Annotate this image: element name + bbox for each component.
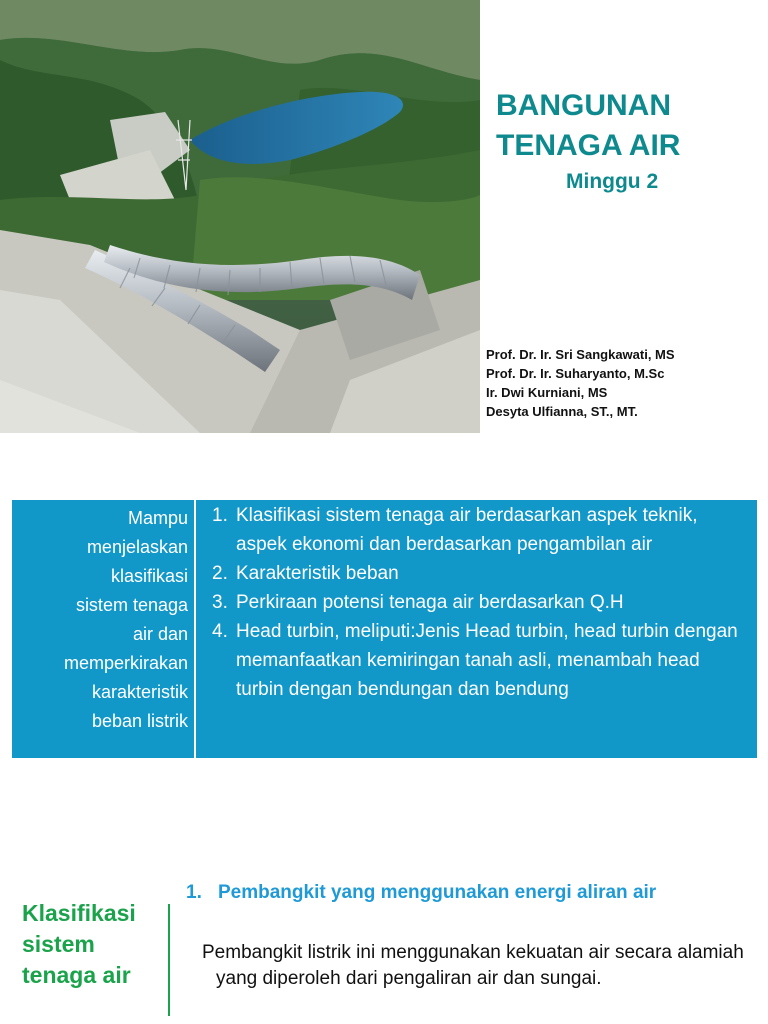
- author-item: Ir. Dwi Kurniani, MS: [486, 385, 608, 400]
- topic-number: 4.: [212, 621, 228, 642]
- item-heading-text: Pembangkit yang menggunakan energi aliran air: [218, 882, 657, 903]
- presentation-title: [496, 86, 680, 166]
- topic-list: [196, 500, 757, 758]
- topic-item: [212, 617, 751, 704]
- title-line-1: BANGUNAN: [496, 89, 671, 122]
- topic-item: [212, 501, 751, 559]
- author-item: Prof. Dr. Ir. Sri Sangkawati, MS: [486, 347, 675, 362]
- item-description: Pembangkit listrik ini menggunakan kekuatan air secara alamiah yang diperoleh dari pengaliran air dan sungai.: [202, 942, 744, 989]
- topic-text: Head turbin, meliputi:Jenis Head turbin, head turbin dengan memanfaatkan kemiringan tanah asli, menambah head turbin dengan bendungan dan bendung: [236, 621, 738, 700]
- penstock-photo: [0, 0, 480, 433]
- competency-line: menjelaskan: [86, 537, 188, 557]
- classification-title-line: tenaga air: [22, 962, 131, 988]
- author-item: Prof. Dr. Ir. Suharyanto, M.Sc: [486, 366, 665, 381]
- competency-text: [12, 500, 196, 758]
- classification-title: [22, 898, 136, 991]
- topic-text: Perkiraan potensi tenaga air berdasarkan Q.H: [236, 592, 624, 613]
- title-line-2: TENAGA AIR: [496, 129, 681, 162]
- topic-item: [212, 588, 751, 617]
- topic-item: [212, 559, 751, 588]
- competency-line: sistem tenaga: [75, 595, 188, 615]
- week-subtitle: Minggu 2: [566, 170, 659, 193]
- topic-number: 2.: [212, 563, 228, 584]
- classification-title-line: Klasifikasi: [22, 900, 136, 926]
- competency-line: beban listrik: [91, 711, 188, 731]
- classification-title-line: sistem: [22, 931, 95, 957]
- competency-line: klasifikasi: [110, 566, 188, 586]
- title-slide: [0, 0, 768, 435]
- competency-line: Mampu: [127, 508, 188, 528]
- competency-line: karakteristik: [91, 682, 188, 702]
- classification-slide: [0, 860, 768, 1024]
- author-list: [486, 345, 675, 421]
- topic-number: 1.: [212, 505, 228, 526]
- vertical-divider: [168, 904, 170, 1016]
- competency-line: air dan: [132, 624, 188, 644]
- topic-text: Klasifikasi sistem tenaga air berdasarkan aspek teknik, aspek ekonomi dan berdasarkan pengambilan air: [236, 505, 698, 555]
- item-number: 1.: [186, 882, 202, 903]
- topic-number: 3.: [212, 592, 228, 613]
- topic-text: Karakteristik beban: [236, 563, 399, 584]
- author-item: Desyta Ulfianna, ST., MT.: [486, 404, 638, 419]
- classification-item-heading: [186, 880, 726, 906]
- competency-line: memperkirakan: [63, 653, 188, 673]
- learning-objectives-slide: [12, 500, 757, 758]
